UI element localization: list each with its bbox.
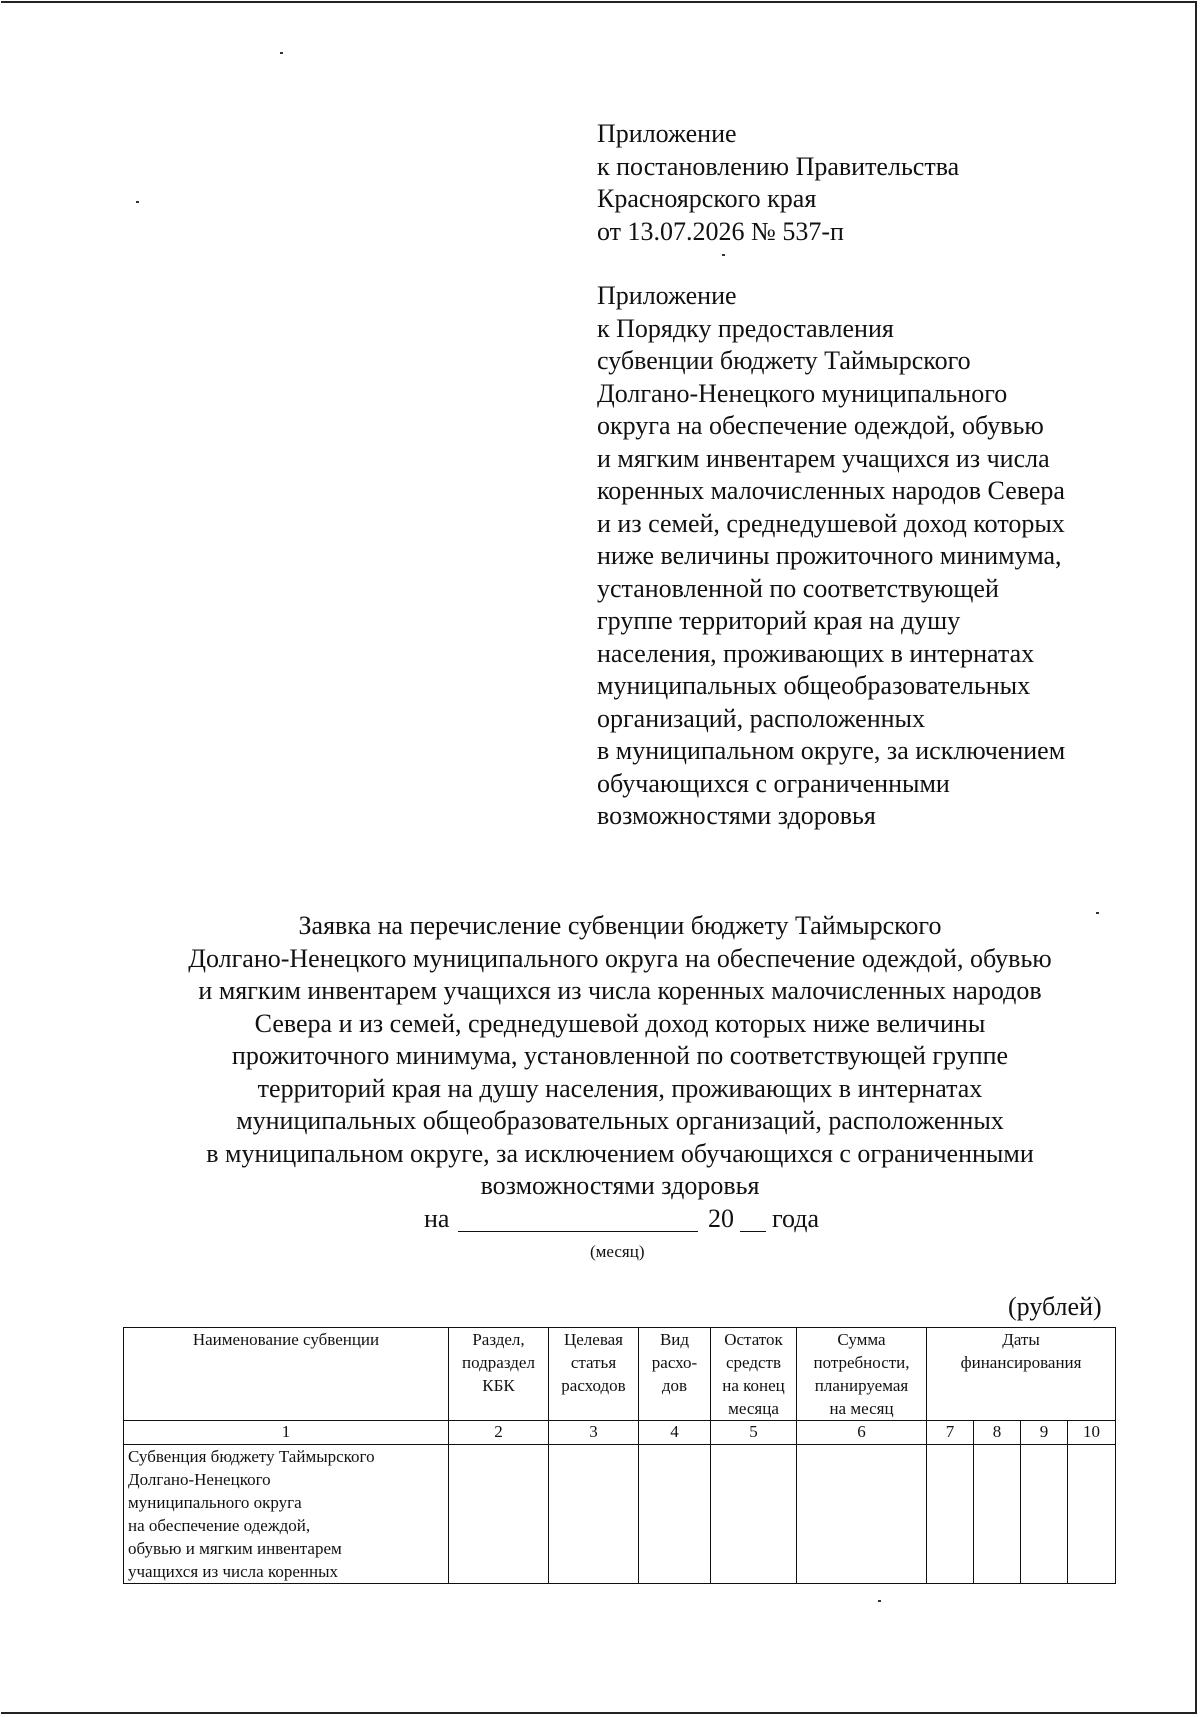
empty-cell (974, 1445, 1021, 1584)
column-number: 2 (449, 1421, 549, 1445)
column-number: 6 (797, 1421, 927, 1445)
empty-cell (449, 1445, 549, 1584)
appendix-line: к Порядку предоставления (597, 313, 894, 343)
column-number: 5 (711, 1421, 797, 1445)
header-need-amount: Сумма потребности, планируемая на месяц (797, 1328, 927, 1421)
year-blank (740, 1231, 766, 1232)
title-line: возможностями здоровья (480, 1171, 760, 1200)
header-name: Наименование субвенции (124, 1328, 449, 1421)
empty-cell (711, 1445, 797, 1584)
appendix-line: Приложение (597, 119, 737, 148)
appendix-line: и из семей, среднедушевой доход которых (597, 508, 1065, 538)
appendix-line: ниже величины прожиточного минимума, (597, 541, 1062, 570)
title-line: территорий края на душу населения, проживающих в интернатах (257, 1073, 983, 1103)
appendix-line: в муниципальном округе, за исключением (597, 736, 1066, 765)
appendix-line: Долгано-Ненецкого муниципального (597, 378, 1008, 408)
period-prefix: на (424, 1204, 450, 1233)
scan-speck (722, 254, 725, 256)
period-suffix: года (772, 1204, 820, 1233)
appendix-line: обучающихся с ограниченными (597, 768, 950, 798)
appendix-date-number: от 13.07.2026 № 537-п (597, 216, 844, 246)
subvention-name-cell: Субвенция бюджету Таймырского Долгано-Ненецкого муниципального округа на обеспечение одеждой, обувью и мягким инвентарем учащихся из числа коренных (124, 1445, 449, 1584)
scan-speck (136, 201, 139, 203)
column-number: 9 (1021, 1421, 1068, 1445)
table-row (124, 1445, 1116, 1584)
appendix-line: округа на обеспечение одеждой, обувью (597, 411, 1044, 440)
empty-cell (549, 1445, 639, 1584)
appendix-line: субвенции бюджету Таймырского (597, 346, 971, 375)
appendix-procedure (597, 280, 1065, 833)
title-line: прожиточного минимума, установленной по соответствующей группе (231, 1041, 1009, 1070)
subvention-table (123, 1327, 1116, 1584)
appendix-line: муниципальных общеобразовательных (597, 671, 1031, 700)
title-line: Заявка на перечисление субвенции бюджету Таймырского (298, 911, 942, 940)
column-number: 10 (1068, 1421, 1116, 1445)
table-header-row (124, 1328, 1116, 1421)
title-line: Долгано-Ненецкого муниципального округа на обеспечение одеждой, обувью (188, 943, 1052, 973)
empty-cell (1021, 1445, 1068, 1584)
document-title (120, 910, 1120, 1203)
scan-speck (878, 1600, 881, 1602)
appendix-line: Красноярского края (597, 184, 817, 213)
header-section-kbk: Раздел, подраздел КБК (449, 1328, 549, 1421)
appendix-line: и мягким инвентарем учащихся из числа (597, 443, 1050, 473)
units-label: (рублей) (1008, 1292, 1102, 1321)
header-expense-kind: Вид расхо- дов (639, 1328, 711, 1421)
header-financing-dates: Даты финансирования (927, 1328, 1116, 1421)
month-blank (458, 1231, 698, 1232)
appendix-line: к постановлению Правительства (597, 151, 960, 181)
appendix-line: коренных малочисленных народов Севера (597, 476, 1065, 505)
column-number: 1 (124, 1421, 449, 1445)
column-number: 8 (974, 1421, 1021, 1445)
title-line: и мягким инвентарем учащихся из числа коренных малочисленных народов (198, 976, 1042, 1005)
empty-cell (927, 1445, 974, 1584)
column-number-row (124, 1421, 1116, 1445)
appendix-government-resolution (597, 118, 959, 248)
column-number: 3 (549, 1421, 639, 1445)
title-line: муниципальных общеобразовательных организаций, расположенных (236, 1106, 1004, 1135)
appendix-line: населения, проживающих в интернатах (597, 638, 1035, 668)
year-prefix: 20 (708, 1204, 734, 1233)
header-target-item: Целевая статья расходов (549, 1328, 639, 1421)
empty-cell (639, 1445, 711, 1584)
column-number: 7 (927, 1421, 974, 1445)
appendix-line: установленной по соответствующей (597, 573, 999, 603)
title-line: в муниципальном округе, за исключением обучающихся с ограниченными (206, 1138, 1034, 1168)
title-line: Севера и из семей, среднедушевой доход которых ниже величины (254, 1008, 986, 1038)
empty-cell (1068, 1445, 1116, 1584)
appendix-line: организаций, расположенных (597, 703, 926, 733)
header-balance: Остаток средств на конец месяца (711, 1328, 797, 1421)
appendix-line: возможностями здоровья (597, 801, 876, 830)
column-number: 4 (639, 1421, 711, 1445)
empty-cell (797, 1445, 927, 1584)
appendix-line: группе территорий края на душу (597, 606, 961, 635)
appendix-line: Приложение (597, 281, 737, 310)
month-caption: (месяц) (590, 1242, 645, 1261)
scan-speck (280, 52, 283, 54)
